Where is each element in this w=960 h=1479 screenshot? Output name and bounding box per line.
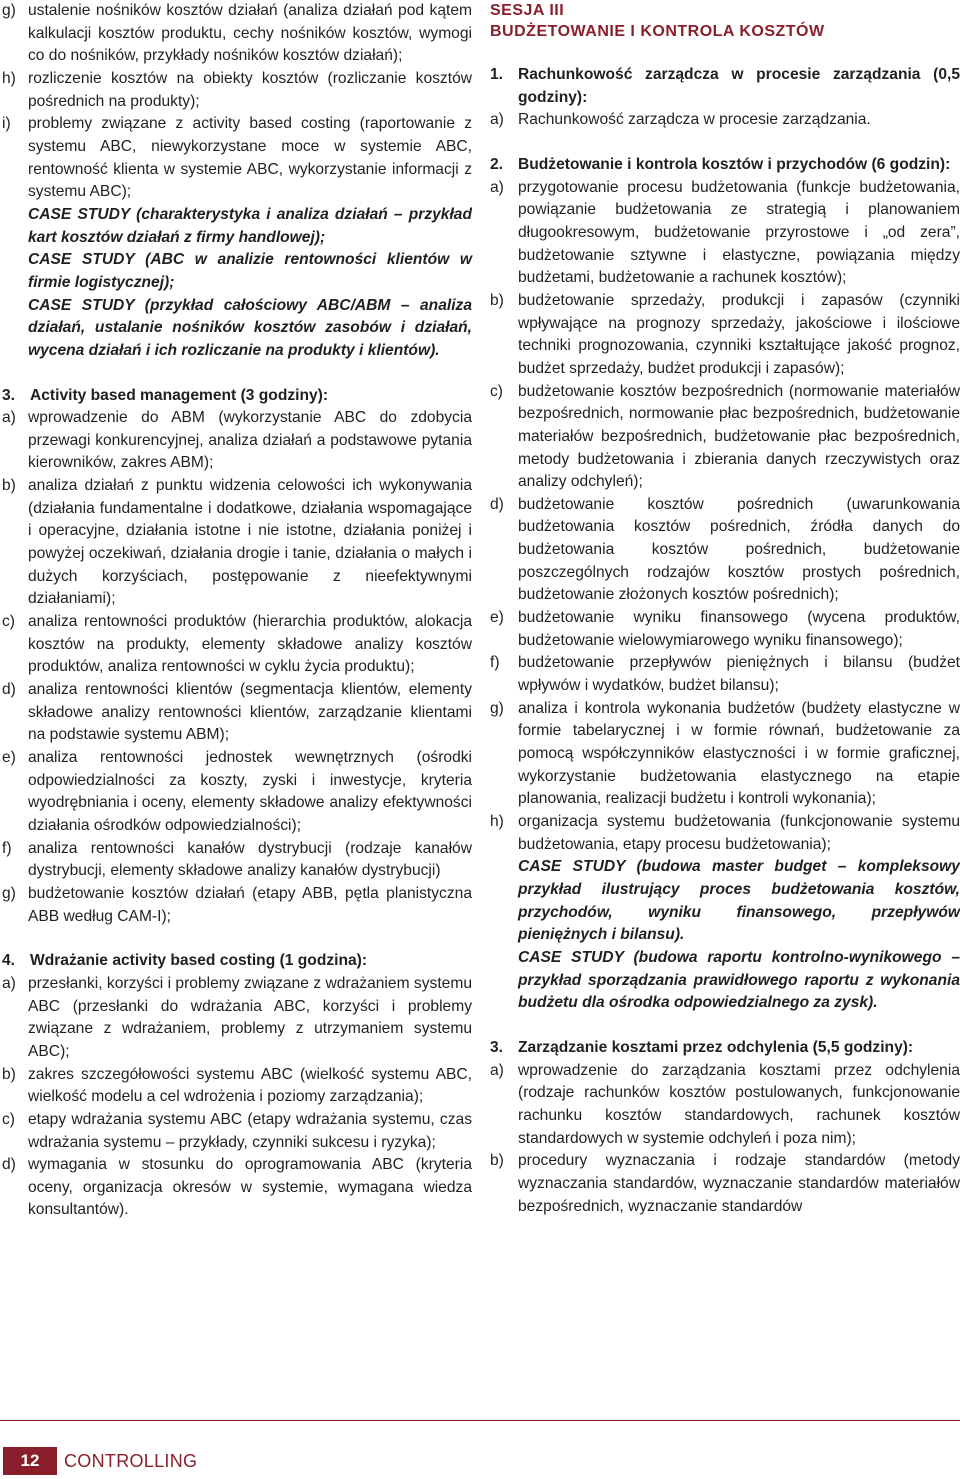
list-item-g xyxy=(2,0,472,68)
item-text: etapy wdrażania systemu ABC (etapy wdrażania systemu, czas wdrażania systemu – przykłady, czynniki sukcesu i ryzyka); xyxy=(28,1110,472,1151)
list-item xyxy=(2,838,472,883)
item-label: d) xyxy=(2,1156,16,1174)
item-text: ustalenie nośników kosztów działań (analiza działań pod kątem kalkulacji kosztów produktu, cechy nośników kosztów, wymogi co do nośników, przykłady nośników kosztów działań); xyxy=(28,2,472,65)
item-label: h) xyxy=(2,69,16,87)
section-title: Rachunkowość zarządcza w procesie zarządzania (0,5 godziny): xyxy=(518,66,960,106)
session-label: SESJA III xyxy=(490,2,565,19)
list-item xyxy=(490,494,960,607)
list-item xyxy=(490,381,960,494)
item-label: b) xyxy=(490,291,504,309)
list-item-h xyxy=(2,68,472,113)
item-text: wprowadzenie do zarządzania kosztami przez odchylenia (rodzaje rachunków kosztów postulowanych, funkcjonowanie rachunku kosztów standardowych, rachunek kosztów standardowych w systemie odchyleń i poza nim); xyxy=(518,1061,960,1147)
footer-divider xyxy=(0,1420,960,1421)
list-item xyxy=(490,290,960,381)
list-item xyxy=(490,652,960,697)
item-label: c) xyxy=(2,613,15,631)
section-number: 1. xyxy=(490,66,504,83)
item-label: g) xyxy=(490,699,504,717)
item-text: analiza i kontrola wykonania budżetów (budżety elastyczne w formie tabelarycznej i w formie równań, budżetowanie za pomocą współczynników elastyczności i w formie graficznej, wykorzystanie budżetowania elastycznego na etapie planowania, realizacji budżetu i kontroli wykonania); xyxy=(518,699,960,808)
page-number: 12 xyxy=(3,1447,57,1475)
section-heading xyxy=(490,1037,960,1060)
item-label: b) xyxy=(2,477,16,495)
item-text: przygotowanie procesu budżetowania (funkcje budżetowania, powiązanie budżetowania ze strategią i planowaniem długookresowym, budżetowanie przyrostowe i „od zera”, budżetowanie sztywne i elastyczne, powiązania między budżetami, budżetowanie a rachunek kosztów); xyxy=(518,178,960,287)
item-text: budżetowanie wyniku finansowego (wycena produktów, budżetowanie wielowymiarowego wyniku finansowego); xyxy=(518,609,960,649)
item-label: a) xyxy=(490,111,504,129)
case-study: CASE STUDY (ABC w analizie rentowności klientów w firmie logistycznej); xyxy=(28,251,472,291)
list-item xyxy=(2,883,472,928)
list-item xyxy=(2,1154,472,1222)
list-item xyxy=(490,177,960,290)
item-text: procedury wyznaczania i rodzaje standardów (metody wyznaczania standardów, wyznaczanie standardów materiałów bezpośrednich, wyznaczanie standardów xyxy=(518,1152,960,1215)
item-text: budżetowanie sprzedaży, produkcji i zapasów (czynniki wpływające na prognozy sprzedaży, jakościowe i ilościowe techniki prognozowania, czynniki kształtujące jakość prognoz, budżet sprzedaży, budżet produkcji i zapasów); xyxy=(518,291,960,377)
list-item xyxy=(2,973,472,1064)
list-item xyxy=(490,1060,960,1151)
footer-title: CONTROLLING xyxy=(64,1451,198,1471)
item-text: budżetowanie kosztów bezpośrednich (normowanie materiałów bezpośrednich, normowanie płac bezpośrednich, budżetowanie materiałów bezpośrednich, budżetowanie płac bezpośrednich, metody budżetowania i zbierania danych rzeczywistych oraz analizy odchyleń); xyxy=(518,382,960,491)
item-label: d) xyxy=(490,495,504,513)
item-label: f) xyxy=(490,654,500,672)
item-label: f) xyxy=(2,839,12,857)
case-study: CASE STUDY (budowa master budget – kompleksowy przykład ilustrujący proces budżetowania kosztów, przychodów, wyniku finansowego, przepływów pieniężnych i bilansu). xyxy=(518,858,960,944)
section-heading xyxy=(490,64,960,109)
case-study: CASE STUDY (budowa raportu kontrolno-wynikowego – przykład sporządzania prawidłowego raportu z wykonania budżetu dla ośrodka odpowiedzialnego za zysk). xyxy=(518,948,960,1012)
item-label: e) xyxy=(2,749,16,766)
item-label: b) xyxy=(490,1152,504,1170)
list-item xyxy=(2,747,472,838)
item-label: d) xyxy=(2,681,16,699)
item-label: a) xyxy=(2,409,16,427)
list-item-i xyxy=(2,113,472,204)
item-label: b) xyxy=(2,1065,16,1083)
section-number: 3. xyxy=(2,386,16,404)
left-column xyxy=(2,0,472,1222)
list-item xyxy=(2,1064,472,1109)
item-label: i) xyxy=(2,115,11,133)
section-number: 4. xyxy=(2,952,16,970)
item-label: g) xyxy=(2,2,16,19)
item-label: g) xyxy=(2,884,16,902)
session-title: BUDŻETOWANIE I KONTROLA KOSZTÓW xyxy=(490,23,825,40)
section-title: Activity based management (3 godziny): xyxy=(30,386,329,404)
item-text: zakres szczegółowości systemu ABC (wielkość systemu ABC, wielkość modelu a cel wdrożenia i poziomy zarządzania); xyxy=(28,1065,472,1106)
item-text: budżetowanie kosztów pośrednich (uwarunkowania budżetowania kosztów pośrednich, źródła danych do budżetowania kosztów pośrednich, budżetowanie poszczególnych rodzajów kosztów prostych pośrednich, budżetowanie złożonych kosztów pośrednich); xyxy=(518,495,960,604)
item-label: h) xyxy=(490,813,504,830)
item-text: budżetowanie kosztów działań (etapy ABB, pętla planistyczna ABB według CAM-I); xyxy=(28,884,472,925)
item-label: a) xyxy=(490,178,504,196)
item-text: budżetowanie przepływów pieniężnych i bilansu (budżet wpływów i wydatków, budżet bilansu); xyxy=(518,654,960,695)
case-study: CASE STUDY (przykład całościowy ABC/ABM – analiza działań, ustalanie nośników kosztów zasobów i działań, wycena działań i ich rozliczanie na produkty i klientów). xyxy=(28,296,472,359)
item-text: analiza rentowności klientów (segmentacja klientów, elementy składowe analizy rentowności klientów, zarządzanie klientami na podstawie systemu ABM); xyxy=(28,681,472,744)
item-text: problemy związane z activity based costing (raportowanie z systemu ABC, niewykorzystane moce w systemie ABC, rentowność klienta w systemie ABC, wykorzystanie informacji z systemu ABC); xyxy=(28,115,472,201)
right-column xyxy=(490,0,960,1218)
item-text: wprowadzenie do ABM (wykorzystanie ABC do zdobycia przewagi konkurencyjnej, analiza działań a podstawowe pytania kierowników, zakres ABM); xyxy=(28,409,472,472)
item-text: analiza rentowności produktów (hierarchia produktów, alokacja kosztów na produkty, elementy składowe analizy kosztów produktów, analiza rentowności w cyklu życia produktu); xyxy=(28,613,472,676)
item-text: wymagania w stosunku do oprogramowania ABC (kryteria oceny, organizacja okresów w systemie, wymagana wiedza konsultantów). xyxy=(28,1156,472,1219)
list-item xyxy=(2,1109,472,1154)
item-text: organizacja systemu budżetowania (funkcjonowanie systemu budżetowania, etapy procesu budżetowania); xyxy=(518,813,960,853)
item-text: Rachunkowość zarządcza w procesie zarządzania. xyxy=(518,111,871,129)
item-label: e) xyxy=(490,609,504,627)
section-heading xyxy=(2,950,472,973)
list-item xyxy=(490,1150,960,1218)
section-heading xyxy=(2,385,472,408)
list-item xyxy=(490,109,960,132)
list-item xyxy=(2,407,472,475)
section-title: Zarządzanie kosztami przez odchylenia (5,5 godziny): xyxy=(518,1038,914,1056)
item-text: rozliczenie kosztów na obiekty kosztów (rozliczanie kosztów pośrednich na produkty); xyxy=(28,69,472,110)
item-label: c) xyxy=(2,1110,15,1128)
case-study: CASE STUDY (charakterystyka i analiza działań – przykład kart kosztów działań z firmy handlowej); xyxy=(28,205,472,246)
list-item xyxy=(490,811,960,856)
item-label: c) xyxy=(490,382,503,400)
item-label: a) xyxy=(490,1061,504,1079)
section-title: Budżetowanie i kontrola kosztów i przychodów (6 godzin): xyxy=(518,155,951,173)
list-item xyxy=(2,679,472,747)
case-study-block xyxy=(2,204,472,363)
item-text: analiza rentowności jednostek wewnętrznych (ośrodki odpowiedzialności za koszty, zyski i inwestycje, kryteria wyodrębniania i oceny, elementy składowe analizy efektywności działania ośrodków odpowiedzialności); xyxy=(28,749,472,834)
item-text: analiza rentowności kanałów dystrybucji (rodzaje kanałów dystrybucji, elementy składowe analizy kanałów dystrybucji) xyxy=(28,839,472,880)
list-item xyxy=(490,607,960,652)
section-number: 3. xyxy=(490,1038,504,1056)
item-text: analiza działań z punktu widzenia celowości ich wykonywania (działania fundamentalne i dodatkowe, działania wspomagające i operacyjne, działania istotne i nie istotne, działania poniżej i powyżej oczekiwań, działania drogie i tanie, działania o małych i dużych korzyściach, postępowanie z nieefektywnymi działaniami); xyxy=(28,477,472,608)
section-title: Wdrażanie activity based costing (1 godzina): xyxy=(30,952,368,970)
section-heading xyxy=(490,154,960,177)
item-text: przesłanki, korzyści i problemy związane z wdrażaniem systemu ABC (przesłanki do wdrażania ABC, korzyści i problemy związane z wdrażaniem, problemy z utrzymaniem systemu ABC); xyxy=(28,974,472,1060)
item-label: a) xyxy=(2,974,16,992)
section-number: 2. xyxy=(490,155,504,173)
list-item xyxy=(490,698,960,811)
list-item xyxy=(2,475,472,611)
list-item xyxy=(2,611,472,679)
